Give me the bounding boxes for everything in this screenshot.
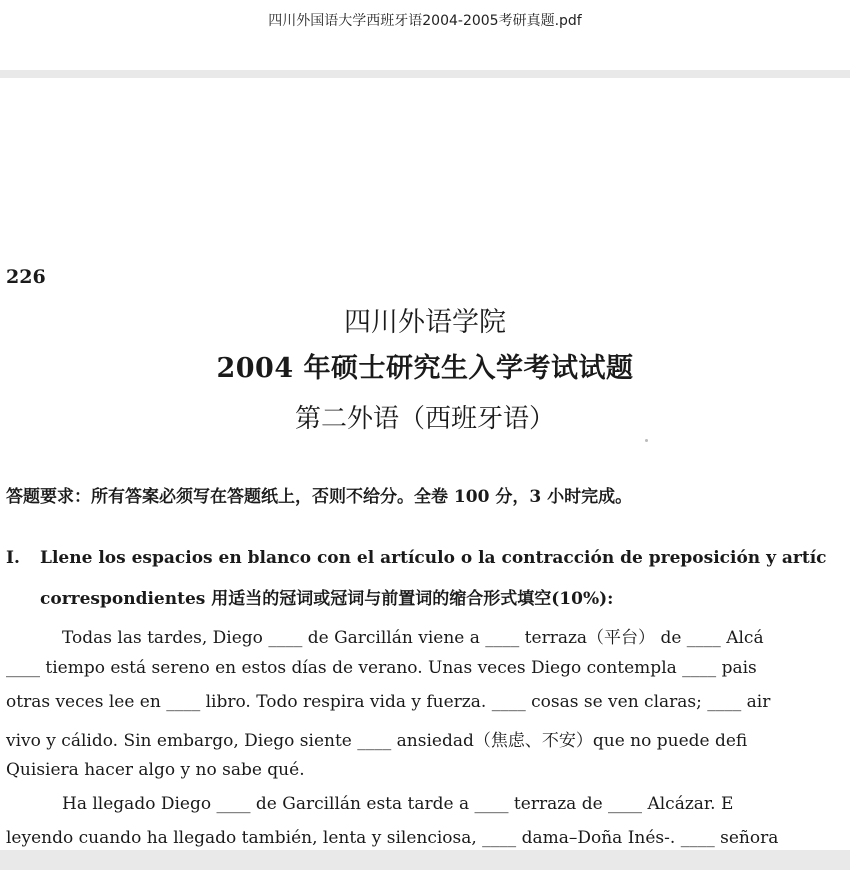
passage-line: leyendo cuando ha llegado también, lenta y silenciosa, ____ dama–Doña Inés-. ____ señora (6, 828, 779, 848)
passage-line: otras veces lee en ____ libro. Todo respira vida y fuerza. ____ cosas se ven claras; ____ air (6, 692, 771, 712)
passage-line: Ha llegado Diego ____ de Garcillán esta tarde a ____ terraza de ____ Alcázar. E (62, 794, 734, 814)
answer-requirements: 答题要求：所有答案必须写在答题纸上，否则不给分。全卷 100 分，3 小时完成。 (6, 487, 633, 507)
school-name: 四川外语学院 (344, 307, 506, 338)
bottom-scroll-area[interactable] (0, 850, 850, 870)
passage-line: ____ tiempo está sereno en estos días de verano. Unas veces Diego contempla ____ pais (6, 658, 757, 678)
question-title-line-2: correspondientes 用适当的冠词或冠词与前置词的缩合形式填空(10%): (40, 589, 614, 609)
question-title-line-1: Llene los espacios en blanco con el artículo o la contracción de preposición y artíc (40, 548, 827, 568)
pdf-page (0, 78, 850, 848)
scan-speck (645, 439, 648, 442)
title-bar (0, 0, 850, 70)
passage-line: vivo y cálido. Sin embargo, Diego siente ____ ansiedad（焦虑、不安）que no puede defi (6, 731, 748, 751)
file-title: 四川外国语大学西班牙语2004-2005考研真题.pdf (268, 13, 582, 29)
toolbar-divider (0, 70, 850, 78)
passage-line: Todas las tardes, Diego ____ de Garcillán viene a ____ terraza（平台） de ____ Alcá (62, 628, 764, 648)
passage-line: Quisiera hacer algo y no sabe qué. (6, 760, 305, 780)
page-number: 226 (6, 266, 46, 288)
exam-subject: 第二外语（西班牙语） (294, 404, 555, 434)
exam-title: 2004 年硕士研究生入学考试试题 (216, 353, 634, 384)
question-number: I. (6, 548, 20, 568)
